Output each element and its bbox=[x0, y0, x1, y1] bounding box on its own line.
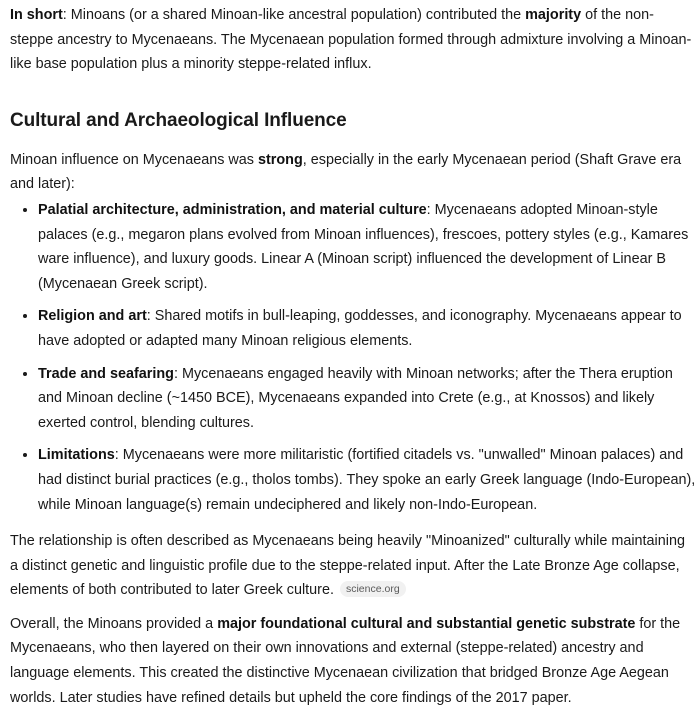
list-item-title: Palatial architecture, administration, and material culture bbox=[38, 201, 427, 218]
list-item-text: : Mycenaeans adopted Minoan-style palaces (e.g., megaron plans evolved from Minoan influences), frescoes, pottery styles (e.g., Kamares ware influence), and luxury goods. Linear A (Minoan script) influenced the development of Linear B (Mycenaean Greek script). bbox=[38, 201, 689, 292]
list-item bbox=[38, 303, 696, 353]
relationship-text: The relationship is often described as Mycenaeans being heavily "Minoanized" culturally while maintaining a distinct genetic and linguistic profile due to the steppe-related input. After the Late Bronze Age collapse, elements of both contributed to later Greek culture. bbox=[10, 533, 685, 599]
summary-label: In short bbox=[10, 7, 63, 23]
section-lead-text-1: Minoan influence on Mycenaeans was bbox=[10, 151, 258, 168]
summary-paragraph bbox=[10, 3, 696, 77]
summary-text-2: of the non-steppe ancestry to Mycenaeans. The Mycenaean population formed through admixture involving a Minoan-like base population plus a minority steppe-related influx. bbox=[10, 7, 692, 73]
section-lead-text-2: , especially in the early Mycenaean period (Shaft Grave era and later): bbox=[10, 151, 682, 193]
section-lead-paragraph bbox=[10, 148, 696, 197]
list-item-text: : Mycenaeans were more militaristic (fortified citadels vs. "unwalled" Minoan palaces) and had distinct burial practices (e.g., tholos tombs). They spoke an early Greek language (Indo-European), while Minoan language(s) remain undeciphered and likely non-Indo-European. bbox=[38, 447, 696, 513]
list-item-title: Religion and art bbox=[38, 308, 147, 325]
overall-text-1: Overall, the Minoans provided a bbox=[10, 615, 218, 632]
summary-emphasis: majority bbox=[525, 7, 582, 23]
list-item bbox=[38, 442, 696, 517]
overall-text-2: for the Mycenaeans, who then layered on their own innovations and external (steppe-related) ancestry and language elements. This created the distinctive Mycenaean civilization that bridged Bronze Age Aegean worlds. Later studies have refined details but upheld the core findings of the 2017 paper. bbox=[10, 615, 681, 706]
overall-paragraph bbox=[10, 612, 696, 710]
list-item-title: Trade and seafaring bbox=[38, 365, 174, 382]
source-citation-chip[interactable]: science.org bbox=[340, 581, 406, 597]
relationship-paragraph bbox=[10, 529, 696, 603]
list-item-text: : Mycenaeans engaged heavily with Minoan networks; after the Thera eruption and Minoan decline (~1450 BCE), Mycenaeans expanded into Crete (e.g., at Knossos) and likely exerted control, blending cultures. bbox=[38, 365, 673, 431]
list-item bbox=[38, 361, 696, 436]
influence-list bbox=[10, 197, 696, 517]
section-lead-emphasis: strong bbox=[258, 151, 303, 168]
summary-text-1: : Minoans (or a shared Minoan-like ancestral population) contributed the bbox=[62, 7, 526, 23]
section-heading: Cultural and Archaeological Influence bbox=[10, 109, 347, 131]
list-item-title: Limitations bbox=[38, 447, 115, 464]
list-item bbox=[38, 197, 696, 296]
overall-emphasis: major foundational cultural and substantial genetic substrate bbox=[217, 615, 636, 632]
list-item-text: : Shared motifs in bull-leaping, goddesses, and iconography. Mycenaeans appear to have adopted or adapted many Minoan religious elements. bbox=[38, 308, 682, 349]
